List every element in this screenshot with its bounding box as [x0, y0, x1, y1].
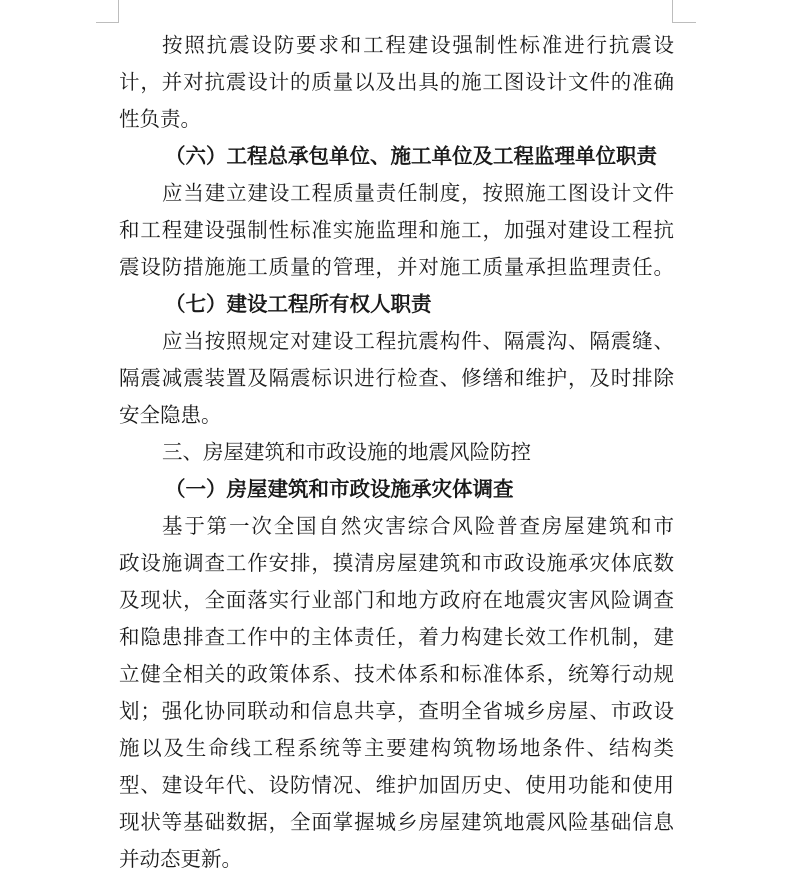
body-text-line: 及现状，全面落实行业部门和地方政府在地震灾害风险调查	[119, 588, 674, 612]
body-text-line: 性负责。	[119, 107, 201, 131]
body-text-line: 应当建立建设工程质量责任制度，按照施工图设计文件	[162, 181, 674, 205]
body-text-line: 施以及生命线工程系统等主要建构筑物场地条件、结构类	[119, 736, 674, 760]
body-text-line: 划；强化协同联动和信息共享，查明全省城乡房屋、市政设	[119, 699, 674, 723]
document-body	[119, 27, 674, 877]
body-text-line: 现状等基础数据，全面掌握城乡房屋建筑地震风险基础信息	[119, 810, 674, 834]
body-text-line: 安全隐患。	[119, 403, 222, 427]
section-heading: 三、房屋建筑和市政设施的地震风险防控	[162, 440, 531, 464]
body-text-line: 计，并对抗震设计的质量以及出具的施工图设计文件的准确	[119, 70, 674, 94]
crop-mark-top-right	[672, 0, 673, 22]
crop-mark-top-right	[672, 22, 696, 23]
body-text-line: 隔震减震装置及隔震标识进行检查、修缮和维护，及时排除	[119, 366, 674, 390]
body-text-line: 震设防措施施工质量的管理，并对施工质量承担监理责任。	[119, 255, 674, 279]
subsection-heading: （一）房屋建筑和市政设施承灾体调查	[165, 477, 514, 501]
body-text-line: 和隐患排查工作中的主体责任，着力构建长效工作机制，建	[119, 625, 674, 649]
crop-mark-top-left	[118, 0, 119, 22]
body-text-line: 立健全相关的政策体系、技术体系和标准体系，统筹行动规	[119, 662, 674, 686]
body-text-line: 并动态更新。	[119, 847, 242, 871]
body-text-line: 按照抗震设防要求和工程建设强制性标准进行抗震设	[162, 33, 674, 57]
subsection-heading: （六）工程总承包单位、施工单位及工程监理单位职责	[165, 144, 657, 168]
body-text-line: 基于第一次全国自然灾害综合风险普查房屋建筑和市	[162, 514, 674, 538]
body-text-line: 应当按照规定对建设工程抗震构件、隔震沟、隔震缝、	[162, 329, 674, 353]
subsection-heading: （七）建设工程所有权人职责	[165, 292, 432, 316]
crop-mark-top-left	[96, 22, 119, 23]
body-text-line: 政设施调查工作安排，摸清房屋建筑和市政设施承灾体底数	[119, 551, 674, 575]
body-text-line: 和工程建设强制性标准实施监理和施工，加强对建设工程抗	[119, 218, 674, 242]
body-text-line: 型、建设年代、设防情况、维护加固历史、使用功能和使用	[119, 773, 674, 797]
